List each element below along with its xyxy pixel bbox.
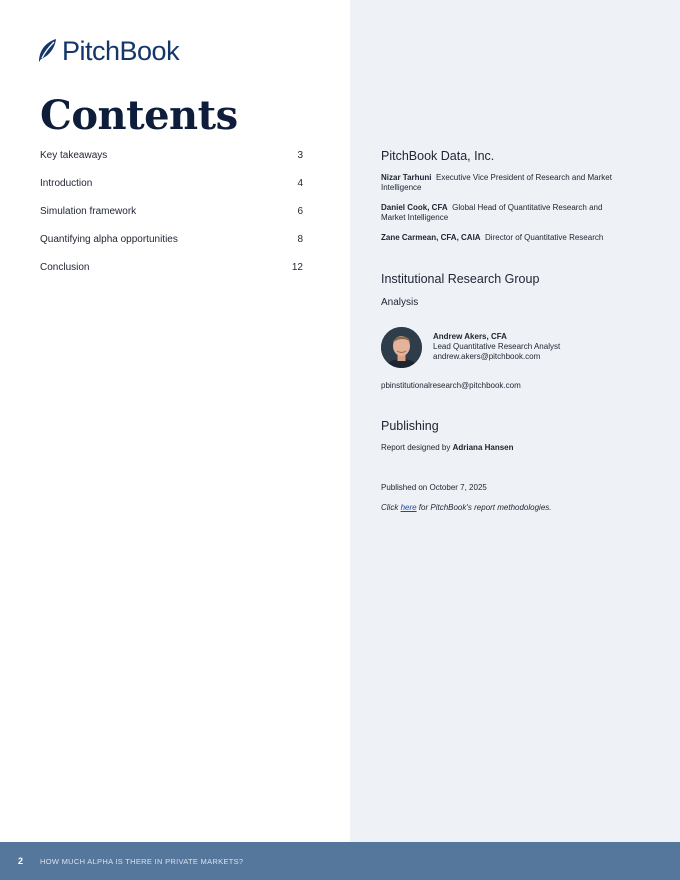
company-heading: PitchBook Data, Inc. [381,149,495,163]
avatar-portrait [381,327,422,368]
toc-item[interactable] [40,262,303,290]
staff-entry [381,173,626,193]
analyst-name: Andrew Akers, CFA [433,332,507,341]
analysis-subheading: Analysis [381,297,419,308]
logo-text: PitchBook [62,35,180,66]
methodology-prefix: Click [381,503,401,512]
toc-item-page: 8 [297,234,303,245]
page-title: Contents [40,92,238,139]
toc-item-page: 12 [291,262,303,273]
page-footer [0,842,680,880]
toc-item-label[interactable]: Quantifying alpha opportunities [40,234,178,245]
staff-entry [381,203,626,223]
staff-role: Executive Vice President of Research and Market Intelligence [381,173,612,192]
analyst-email[interactable]: andrew.akers@pitchbook.com [433,352,541,361]
toc-item-page: 6 [297,206,303,217]
staff-name: Nizar Tarhuni [381,173,432,182]
published-date: Published on October 7, 2025 [381,483,487,492]
publishing-heading: Publishing [381,419,439,433]
analyst-card [381,327,560,368]
toc-item-label[interactable]: Introduction [40,178,93,189]
avatar [381,327,422,368]
report-title: HOW MUCH ALPHA IS THERE IN PRIVATE MARKETS? [40,857,244,866]
toc-item-page: 3 [297,150,303,161]
toc-item-label[interactable]: Key takeaways [40,150,108,161]
leaf-icon [36,38,58,64]
designer-prefix: Report designed by [381,443,453,452]
methodology-note [381,503,552,512]
staff-role: Global Head of Quantitative Research and Market Intelligence [381,203,603,222]
toc-item[interactable] [40,234,303,262]
toc-item[interactable] [40,178,303,206]
toc-item-label[interactable]: Simulation framework [40,206,137,217]
designer-name: Adriana Hansen [452,443,514,452]
pitchbook-logo [36,36,179,66]
toc-item-page: 4 [297,178,303,189]
staff-role: Director of Quantitative Research [485,233,604,242]
staff-entry [381,233,641,243]
staff-name: Daniel Cook, CFA [381,203,448,212]
page-number: 2 [18,856,24,866]
table-of-contents [40,150,303,290]
toc-item-label[interactable]: Conclusion [40,262,90,273]
toc-item[interactable] [40,150,303,178]
analyst-role: Lead Quantitative Research Analyst [433,342,561,351]
group-email[interactable]: pbinstitutionalresearch@pitchbook.com [381,381,521,390]
methodology-suffix: for PitchBook's report methodologies. [416,503,552,512]
toc-item[interactable] [40,206,303,234]
methodology-link[interactable]: here [400,503,417,512]
designer-credit [381,443,514,452]
institutional-heading: Institutional Research Group [381,272,540,286]
staff-name: Zane Carmean, CFA, CAIA [381,233,481,242]
